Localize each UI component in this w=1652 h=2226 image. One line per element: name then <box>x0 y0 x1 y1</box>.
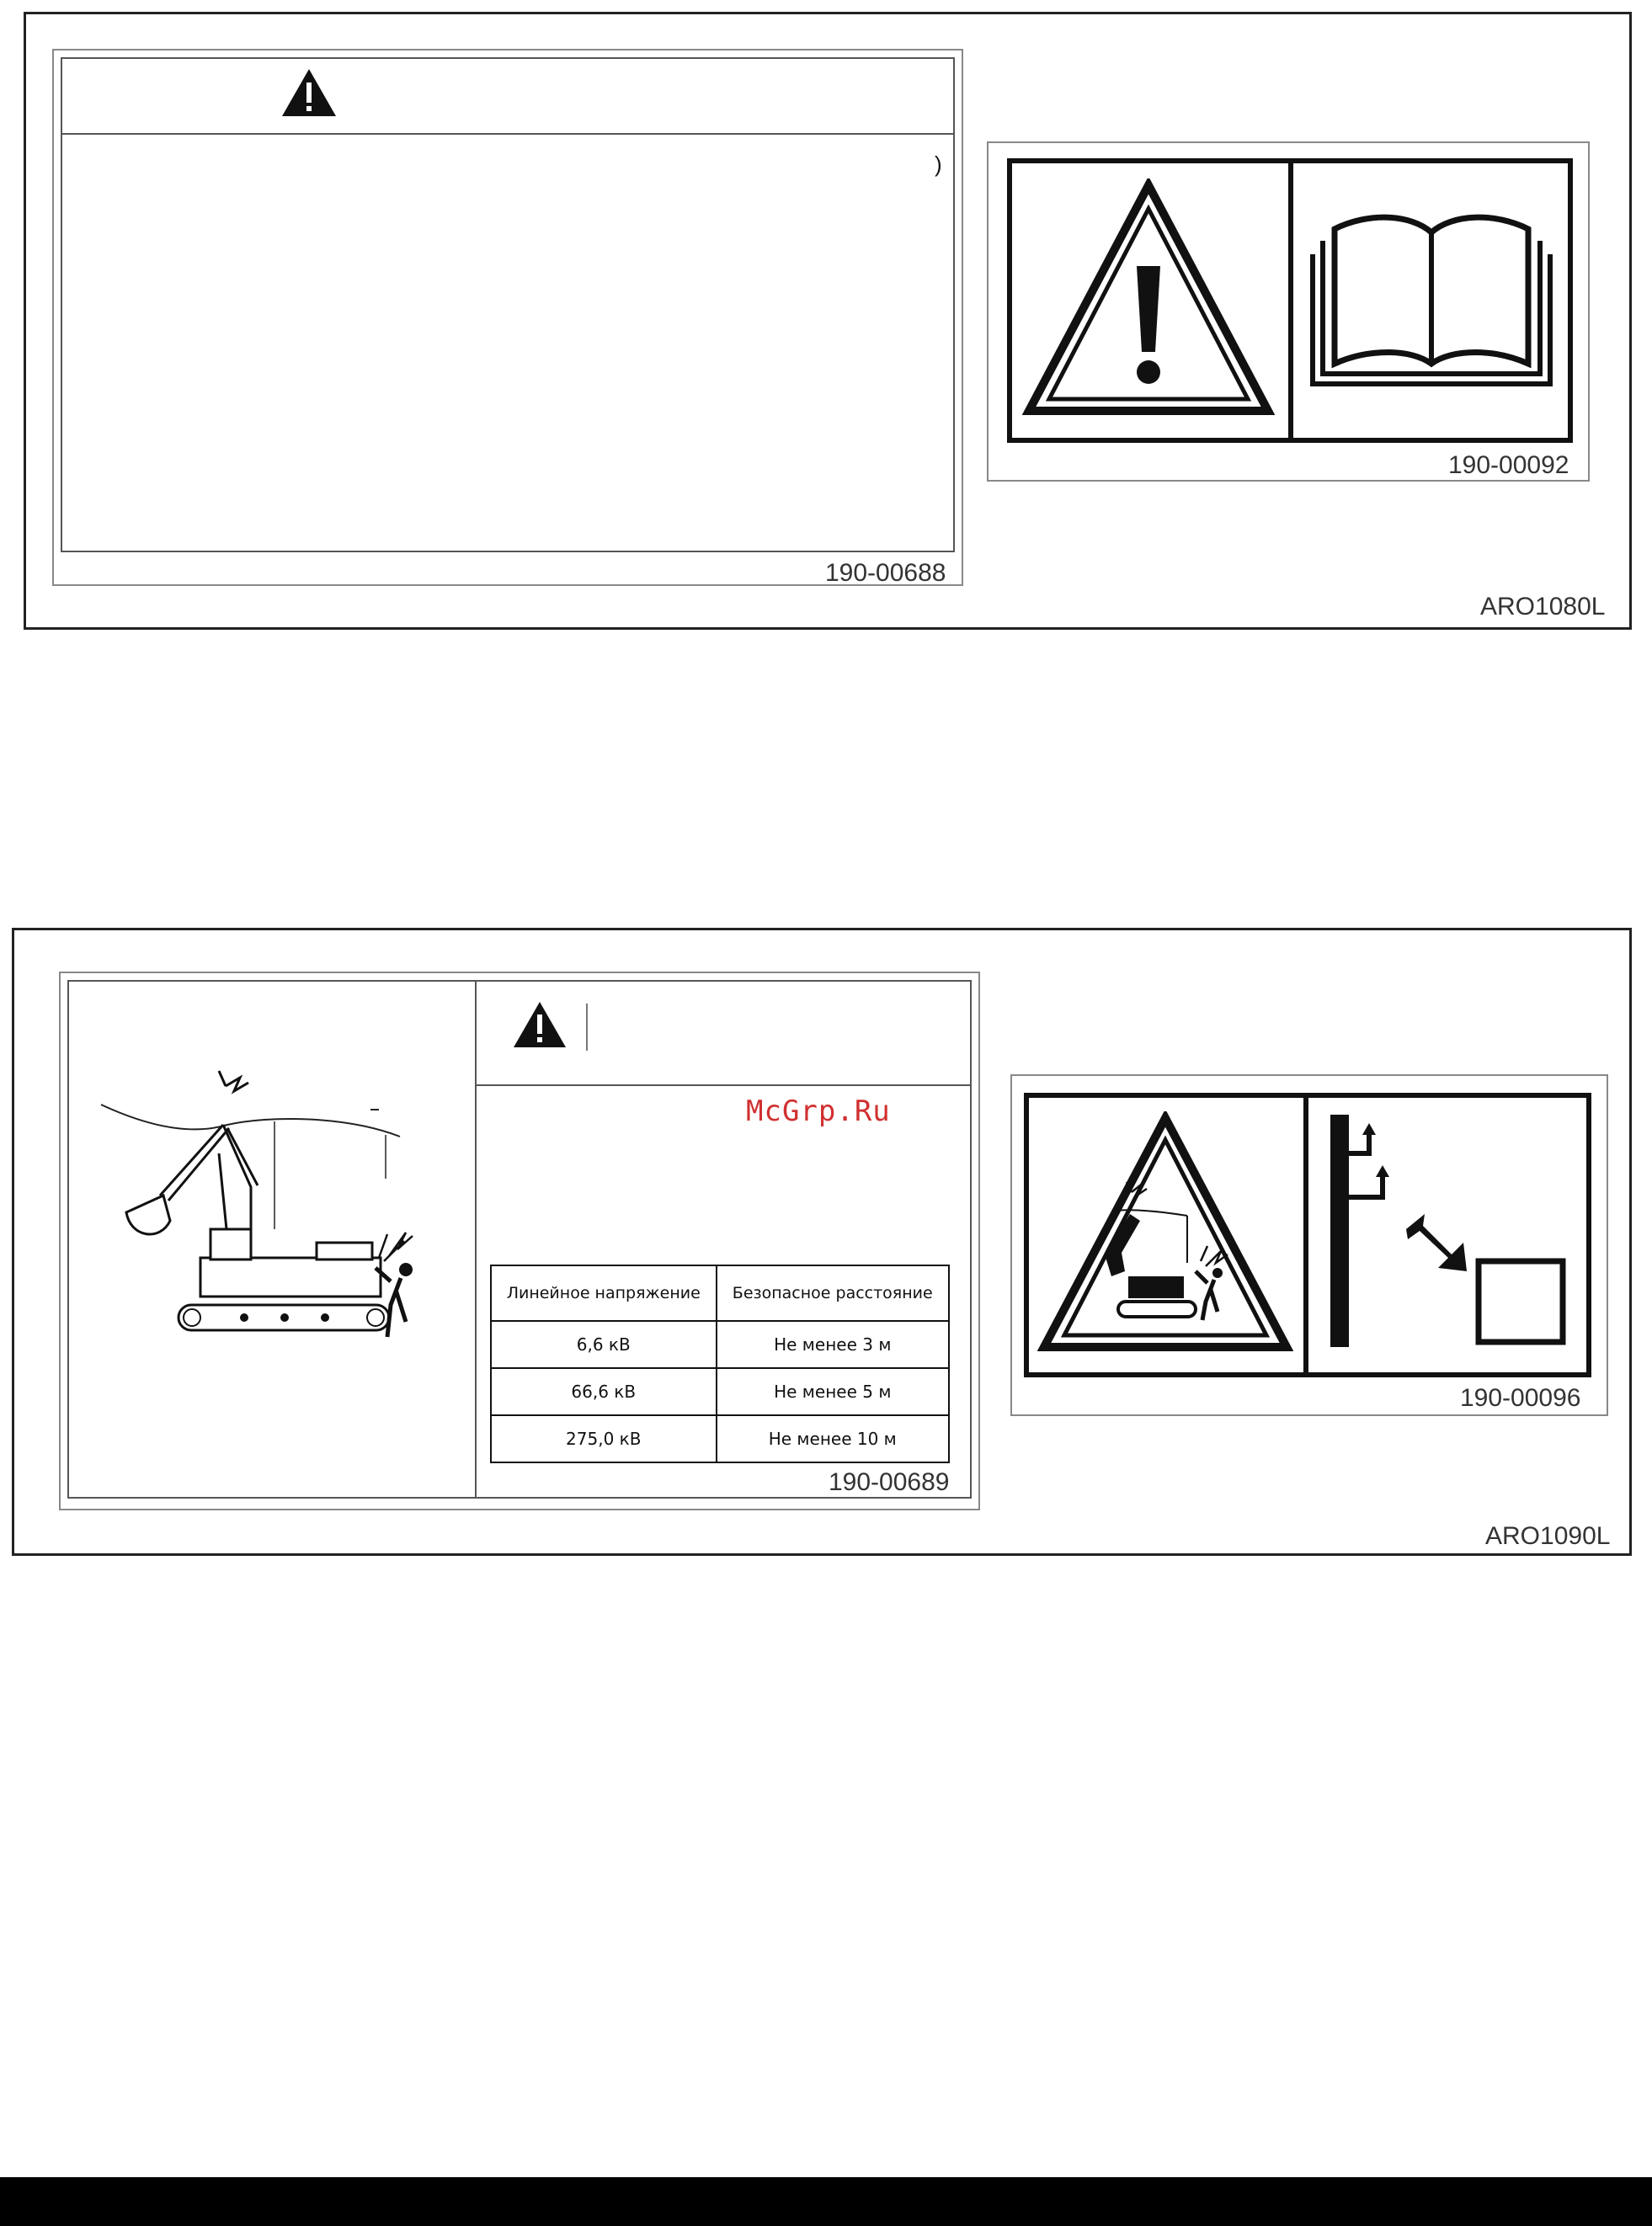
table-cell-voltage: 6,6 кВ <box>491 1321 717 1368</box>
table-cell-distance: Не менее 5 м <box>717 1368 950 1415</box>
safe-distance-pictogram-icon <box>1314 1103 1583 1355</box>
excavator-powerline-illustration <box>93 1069 438 1364</box>
table-row <box>491 1368 949 1415</box>
table-header-voltage: Линейное напряжение <box>491 1265 717 1321</box>
sign-header-divider <box>477 1084 972 1086</box>
header-separator-mark <box>586 1004 588 1051</box>
read-manual-book-icon <box>1301 204 1562 397</box>
electrocution-hazard-pictogram-icon <box>1037 1111 1293 1355</box>
voltage-distance-table <box>490 1265 950 1463</box>
general-warning-pictogram-icon <box>1022 178 1275 421</box>
sign-code-190-00688: 190-00688 <box>825 559 946 587</box>
table-cell-distance: Не менее 3 м <box>717 1321 950 1368</box>
sign-190-00092-divider <box>1288 158 1293 443</box>
watermark-text: McGrp.Ru <box>746 1094 891 1128</box>
sign-190-00688-panel <box>61 57 955 552</box>
sign-code-190-00096: 190-00096 <box>1460 1384 1581 1412</box>
table-cell-distance: Не менее 10 м <box>717 1415 950 1462</box>
figure-code-aro1090l: ARO1090L <box>1485 1522 1611 1550</box>
page-bottom-bar <box>0 2177 1652 2226</box>
table-header-row <box>491 1265 949 1321</box>
warning-triangle-icon <box>280 67 338 118</box>
sign-header-divider <box>61 133 955 135</box>
table-cell-voltage: 66,6 кВ <box>491 1368 717 1415</box>
figure-code-aro1080l: ARO1080L <box>1480 593 1606 620</box>
table-row <box>491 1415 949 1462</box>
warning-triangle-icon <box>512 1000 568 1049</box>
table-header-distance: Безопасное расстояние <box>717 1265 950 1321</box>
sign-190-00096-divider <box>1303 1093 1308 1377</box>
stray-mark: ) <box>935 152 942 177</box>
sign-panel-divider <box>475 980 477 1499</box>
table-cell-voltage: 275,0 кВ <box>491 1415 717 1462</box>
table-row <box>491 1321 949 1368</box>
sign-code-190-00092: 190-00092 <box>1448 451 1569 479</box>
sign-code-190-00689: 190-00689 <box>829 1468 950 1496</box>
